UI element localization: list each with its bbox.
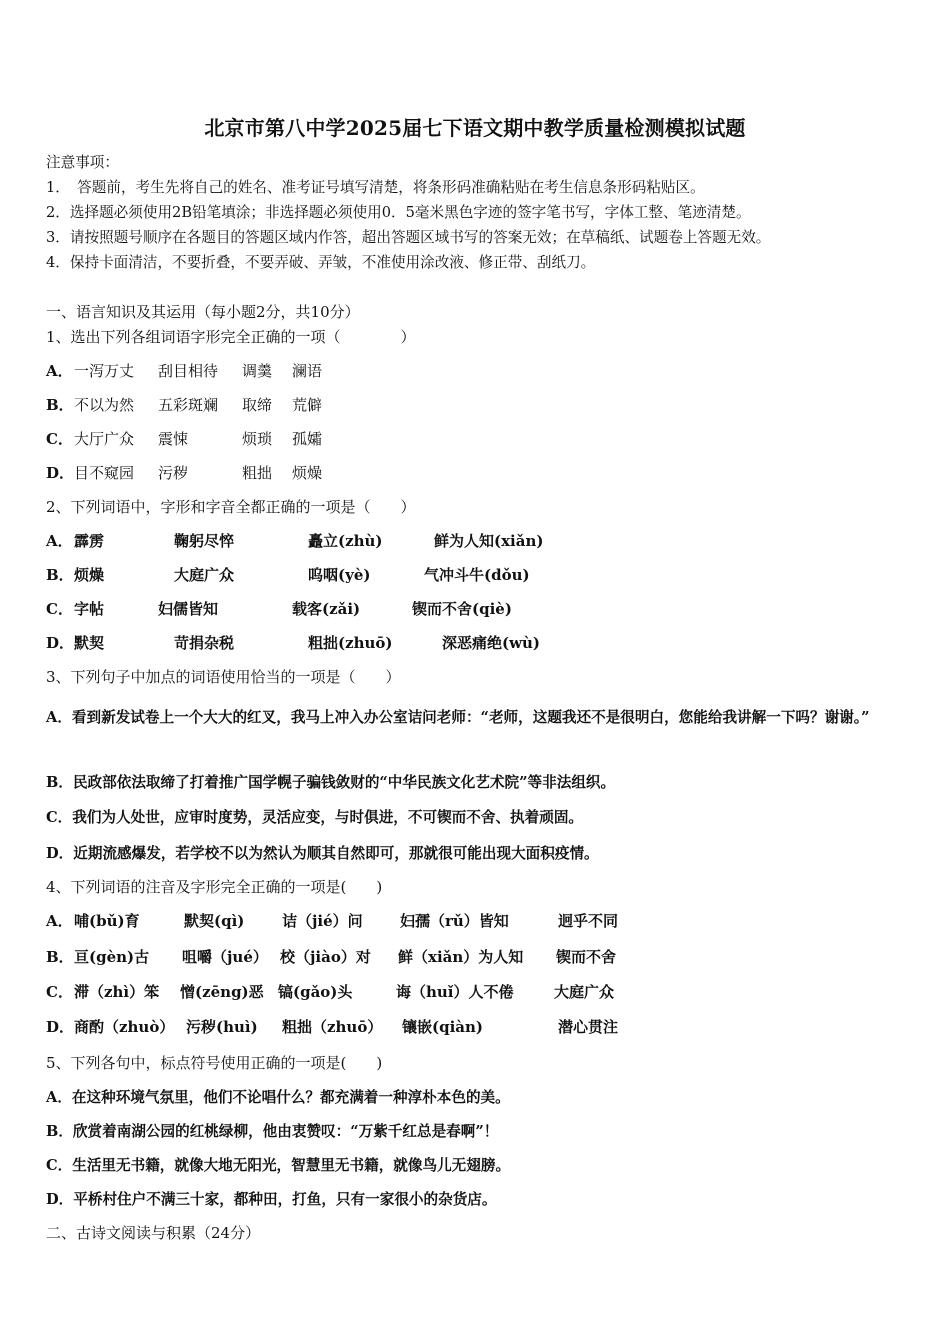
option-word: 震悚 [158, 430, 189, 448]
option-word: 锲而不舍 [556, 948, 617, 966]
option-word: 镶嵌(qiàn) [402, 1018, 484, 1036]
option-label: D． [46, 634, 75, 652]
option-word: 字帖 [74, 600, 105, 618]
option-word: 深恶痛绝(wù) [442, 634, 541, 652]
option-label: D． [46, 845, 74, 862]
option-label: B． [46, 566, 74, 584]
option-word: 污秽(huì) [186, 1018, 258, 1036]
option-word: 商酌（zhuò） [74, 1018, 175, 1036]
option-word: 取缔 [242, 396, 273, 414]
option-paragraph [46, 1154, 510, 1175]
option-word: 荒僻 [292, 396, 323, 414]
option-word: 鲜为人知(xiǎn) [434, 532, 544, 550]
option-word: 镐(gǎo)头 [278, 983, 353, 1001]
option-word: 烦琐 [242, 430, 273, 448]
option-word: 载客(zǎi) [292, 600, 361, 618]
option-word: 迥乎不同 [558, 912, 619, 930]
option-word: 苛捐杂税 [174, 634, 235, 652]
option-label: C． [46, 600, 73, 618]
option-label: B． [46, 396, 74, 414]
option-word: 妇儒皆知 [158, 600, 219, 618]
option-word: 诲（huǐ）人不倦 [396, 983, 514, 1001]
option-word: 诘（jié）问 [282, 912, 363, 930]
option-label: A． [46, 362, 73, 380]
option-word: 默契(qì) [184, 912, 245, 930]
option-word: 锲而不舍(qiè) [412, 600, 512, 618]
option-word: 澜语 [292, 362, 323, 380]
question-stem: 2、下列词语中，字形和字音全都正确的一项是（ ） [46, 498, 416, 516]
option-text: 在这种环境气氛里，他们不论唱什么？都充满着一种淳朴本色的美。 [71, 1089, 510, 1106]
option-label: A． [46, 709, 72, 726]
option-word: 亘(gèn)古 [74, 948, 150, 966]
notice-item: 4．保持卡面清洁，不要折叠，不要弄破、弄皱，不准使用涂改液、修正带、刮纸刀。 [46, 254, 596, 271]
option-word: 鞠躬尽悴 [174, 532, 235, 550]
option-word: 咀嚼（jué） [182, 948, 268, 966]
option-text: 看到新发试卷上一个大大的红叉，我马上冲入办公室诘问老师：“老师，这题我还不是很明白，您能给我讲解一下吗？谢谢。” [71, 709, 870, 726]
option-word: 刮目相待 [158, 362, 219, 380]
question-stem: 4、下列词语的注音及字形完全正确的一项是( ) [46, 878, 383, 896]
option-word: 一泻万丈 [74, 362, 135, 380]
option-label: A． [46, 912, 73, 930]
option-word: 鲜（xiǎn）为人知 [398, 948, 524, 966]
option-word: 霹雳 [74, 532, 105, 550]
question-stem: 5、下列各句中，标点符号使用正确的一项是( ) [46, 1054, 383, 1072]
option-paragraph [46, 771, 615, 792]
section-heading: 一、语言知识及其运用（每小题2分，共10分） [46, 303, 360, 321]
notice-item: 3．请按照题号顺序在各题目的答题区域内作答，超出答题区域书写的答案无效；在草稿纸、试题卷上答题无效。 [46, 229, 771, 246]
option-text: 近期流感爆发，若学校不以为然认为顺其自然即可，那就很可能出现大面积疫情。 [73, 845, 599, 862]
option-label: C． [46, 809, 73, 826]
option-word: 不以为然 [74, 396, 135, 414]
option-word: 目不窥园 [74, 464, 135, 482]
option-word: 呜咽(yè) [308, 566, 371, 584]
option-word: 憎(zēng)恶 [180, 983, 264, 1001]
option-word: 调羹 [242, 362, 273, 380]
option-label: C． [46, 983, 73, 1001]
option-word: 粗拙（zhuō） [282, 1018, 383, 1036]
option-word: 哺(bǔ)育 [74, 912, 140, 930]
option-word: 默契 [74, 634, 105, 652]
option-word: 潜心贯注 [558, 1018, 619, 1036]
option-label: D． [46, 1191, 74, 1208]
question-stem: 3、下列句子中加点的词语使用恰当的一项是（ ） [46, 668, 401, 686]
option-word: 矗立(zhù) [308, 532, 383, 550]
option-text: 平桥村住户不满三十家，都种田，打鱼，只有一家很小的杂货店。 [73, 1191, 497, 1208]
option-label: B． [46, 948, 74, 966]
option-word: 滞（zhì）笨 [74, 983, 160, 1001]
option-text: 欣赏着南湖公园的红桃绿柳，他由衷赞叹：“万紫千红总是春啊”！ [72, 1123, 499, 1140]
option-paragraph [46, 699, 906, 736]
option-word: 烦燥 [74, 566, 105, 584]
option-word: 校（jiào）对 [280, 948, 371, 966]
option-word: 五彩斑斓 [158, 396, 219, 414]
option-word: 孤孀 [292, 430, 323, 448]
option-label: B． [46, 1123, 73, 1140]
page-title: 北京市第八中学2025届七下语文期中教学质量检测模拟试题 [204, 116, 746, 140]
section-heading: 二、古诗文阅读与积累（24分） [46, 1224, 261, 1242]
notice-item: 1． 答题前，考生先将自己的姓名、准考证号填写清楚，将条形码准确粘贴在考生信息条形码粘贴区。 [46, 179, 705, 196]
option-label: D． [46, 1018, 75, 1036]
option-paragraph [46, 1086, 510, 1107]
option-text: 生活里无书籍，就像大地无阳光，智慧里无书籍，就像鸟儿无翅膀。 [72, 1157, 511, 1174]
notice-item: 2．选择题必须使用2B铅笔填涂；非选择题必须使用0．5毫米黑色字迹的签字笔书写，字体工整、笔迹清楚。 [46, 204, 751, 221]
option-word: 大庭广众 [554, 983, 615, 1001]
option-paragraph [46, 842, 599, 863]
option-word: 粗拙 [242, 464, 273, 482]
option-label: A． [46, 1089, 72, 1106]
option-text: 民政部依法取缔了打着推广国学幌子骗钱敛财的“中华民族文化艺术院”等非法组织。 [72, 774, 616, 791]
option-text: 我们为人处世，应审时度势，灵活应变，与时俱进，不可锲而不舍、执着顽固。 [72, 809, 584, 826]
option-word: 污秽 [158, 464, 189, 482]
option-word: 气冲斗牛(dǒu) [424, 566, 530, 584]
notice-heading: 注意事项： [46, 154, 119, 171]
option-word: 粗拙(zhuō) [308, 634, 393, 652]
option-word: 大庭广众 [174, 566, 235, 584]
option-label: A． [46, 532, 73, 550]
option-paragraph [46, 1120, 498, 1141]
option-label: D． [46, 464, 75, 482]
option-label: B． [46, 774, 73, 791]
option-paragraph [46, 806, 583, 827]
option-word: 烦燥 [292, 464, 323, 482]
option-label: C． [46, 1157, 73, 1174]
option-word: 妇孺（rǔ）皆知 [400, 912, 509, 930]
question-stem: 1、选出下列各组词语字形完全正确的一项（ ） [46, 328, 416, 346]
option-label: C． [46, 430, 73, 448]
option-paragraph [46, 1188, 496, 1209]
option-word: 大厅广众 [74, 430, 135, 448]
